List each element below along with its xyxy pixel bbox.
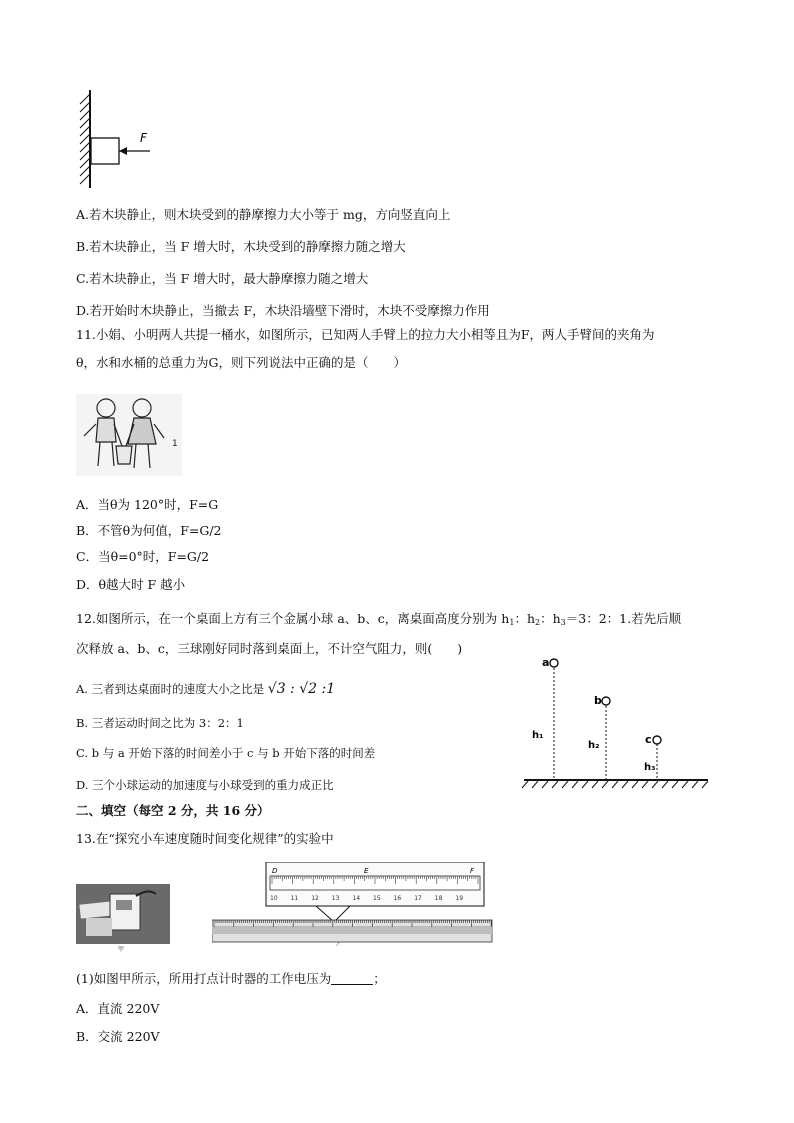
answer-blank[interactable]	[331, 972, 373, 985]
q12-stem-line2: 次释放 a、b、c，三球刚好同时落到桌面上，不计空气阻力，则( )	[76, 641, 463, 656]
q11-option-d: D．θ越大时 F 越小	[76, 577, 186, 592]
ruler-tape-figure	[212, 862, 494, 946]
q10-option-d: D.若开始时木块静止，当撤去 F，木块沿墙壁下滑时，木块不受摩擦力作用	[76, 303, 490, 318]
h3-label: h₃	[644, 762, 656, 773]
ruler-number: 17	[414, 895, 422, 902]
q11-option-b: B．不管θ为何值，F=G/2	[76, 523, 222, 538]
q11-stem-line2: θ，水和水桶的总重力为G，则下列说法中正确的是（ ）	[76, 355, 407, 370]
ball-c-label: c	[645, 733, 652, 746]
ruler-letter-e: E	[364, 867, 369, 875]
ruler-number: 12	[311, 895, 319, 902]
q12-option-d: D. 三个小球运动的加速度与小球受到的重力成正比	[76, 778, 334, 792]
ball-b-label: b	[594, 694, 602, 707]
ruler-number: 18	[434, 895, 443, 902]
q10-option-c: C.若木块静止，当 F 增大时，最大静摩擦力随之增大	[76, 271, 369, 286]
q12-option-c: C. b 与 a 开始下落的时间差小于 c 与 b 开始下落的时间差	[76, 746, 376, 760]
q13-option-b: B．交流 220V	[76, 1029, 160, 1044]
q12-option-b: B. 三者运动时间之比为 3：2：1	[76, 716, 244, 730]
ruler-label: 乙	[336, 942, 342, 946]
ball-a-label: a	[542, 656, 550, 669]
q13-stem: 13.在“探究小车速度随时间变化规律”的实验中	[76, 831, 334, 846]
children-bucket-figure	[76, 394, 182, 476]
ruler-letter-d: D	[272, 867, 278, 875]
timer-photo-figure	[76, 884, 170, 952]
h1-label: h₁	[532, 730, 544, 741]
ruler-number: 16	[393, 895, 402, 902]
q10-option-a: A.若木块静止，则木块受到的静摩擦力大小等于 mg，方向竖直向上	[76, 207, 451, 222]
q13-sub1: (1)如图甲所示，所用打点计时器的工作电压为 ；	[76, 971, 386, 986]
wall-block-figure	[70, 88, 160, 190]
q12-stem-line1: 12.如图所示，在一个桌面上方有三个金属小球 a、b、c，离桌面高度分别为 $h_1$：$h_2$：$h_3=3$：2：1.若先后顺	[76, 611, 682, 627]
ruler-number: 11	[290, 895, 299, 902]
ruler-number: 19	[455, 895, 464, 902]
ruler-number: 10	[270, 895, 278, 902]
q11-option-c: C．当θ=0°时，F=G/2	[76, 549, 210, 564]
q13-option-a: A．直流 220V	[76, 1001, 160, 1016]
svg-text:1: 1	[172, 439, 178, 449]
q12-option-a: A. 三者到达桌面时的速度大小之比是 √3 : √2 :1	[76, 681, 336, 697]
ruler-number: 14	[352, 895, 361, 902]
photo-label: 甲	[118, 946, 125, 952]
three-balls-figure	[520, 652, 712, 792]
q10-option-b: B.若木块静止，当 F 增大时，木块受到的静摩擦力随之增大	[76, 239, 406, 254]
ruler-number: 13	[331, 895, 340, 902]
q11-stem-line1: 11.小娟、小明两人共提一桶水，如图所示，已知两人手臂上的拉力大小相等且为F，两人手臂间的夹角为	[76, 327, 655, 342]
h2-label: h₂	[588, 740, 600, 751]
section-2-title: 二、填空（每空 2 分，共 16 分）	[76, 803, 270, 818]
q11-option-a: A．当θ为 120°时，F=G	[76, 497, 219, 512]
ruler-number: 15	[373, 895, 381, 902]
force-label: F	[140, 131, 147, 145]
ruler-letter-f: F	[470, 867, 475, 875]
